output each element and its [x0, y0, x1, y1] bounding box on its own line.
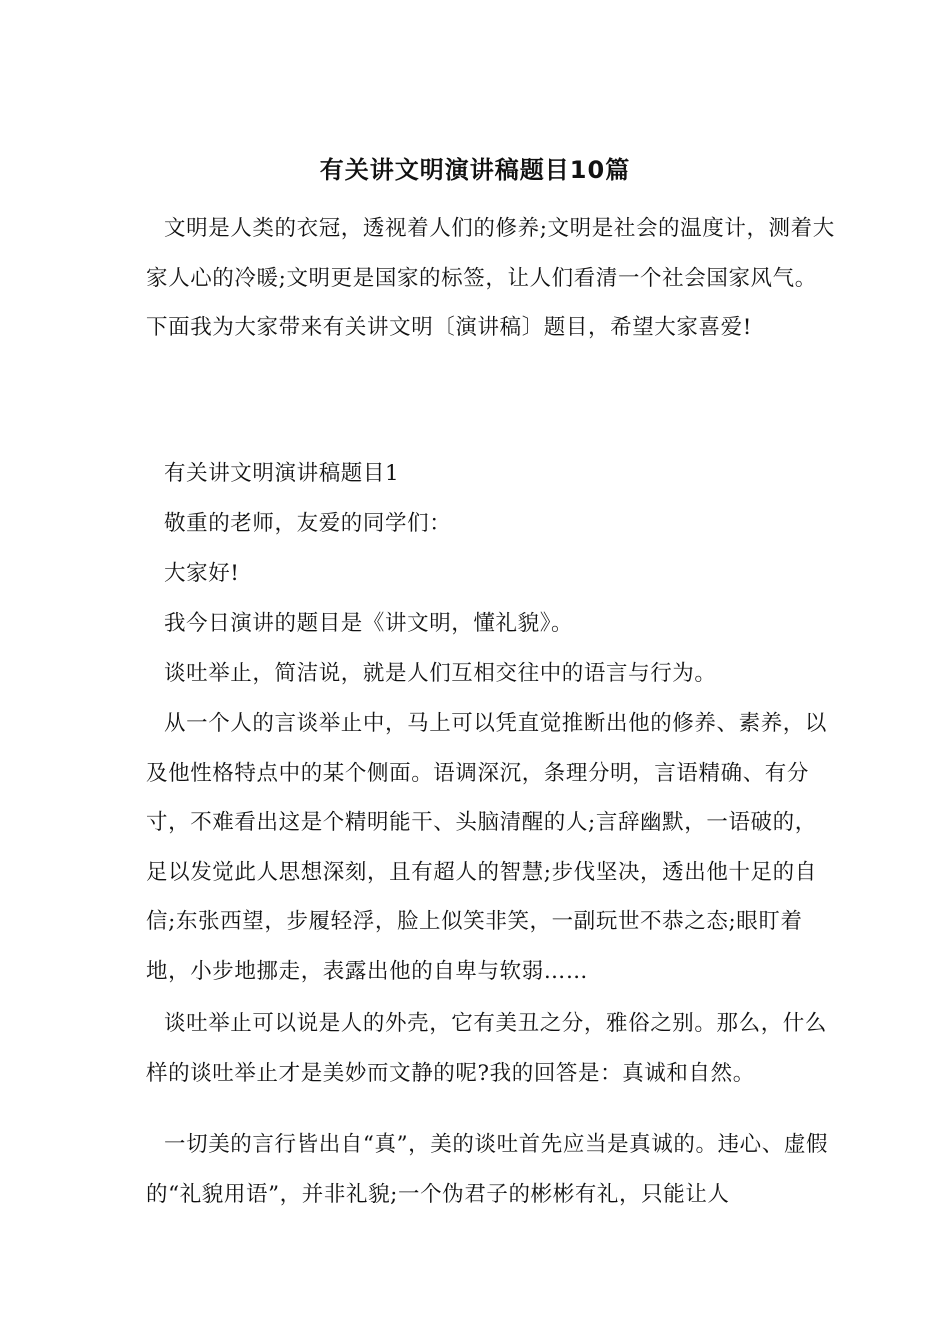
- page-title: 有关讲文明演讲稿题目10篇: [319, 156, 631, 184]
- greeting-line: 大家好!: [164, 561, 240, 586]
- definition-line: 谈吐举止，简洁说，就是人们互相交往中的语言与行为。: [164, 661, 717, 686]
- body-paragraph-2: 谈吐举止可以说是人的外壳，它有美丑之分，雅俗之别。那么，什么样的谈吐举止才是美妙而文静的呢?我的回答是：真诚和自然。: [146, 1011, 828, 1086]
- body-paragraph-1: 从一个人的言谈举止中，马上可以凭直觉推断出他的修养、素养，以及他性格特点中的某个侧面。语调深沉，条理分明，言语精确、有分寸，不难看出这是个精明能干、头脑清醒的人;言辞幽默，一语破的，足以发觉此人思想深刻，且有超人的智慧;步伐坚决，透出他十足的自信;东张西望，步履轻浮，脸上似笑非笑，一副玩世不恭之态;眼盯着地，小步地挪走，表露出他的自卑与软弱……: [146, 711, 828, 984]
- section-heading: 有关讲文明演讲稿题目1: [164, 461, 400, 486]
- salutation-line: 敬重的老师，友爱的同学们：: [164, 511, 452, 536]
- intro-paragraph: 文明是人类的衣冠，透视着人们的修养;文明是社会的温度计，测着大家人心的冷暖;文明更是国家的标签，让人们看清一个社会国家风气。下面我为大家带来有关讲文明〔演讲稿〕题目，希望大家喜爱!: [146, 216, 835, 340]
- topic-line: 我今日演讲的题目是《讲文明，懂礼貌》。: [164, 611, 574, 636]
- body-paragraph-3: 一切美的言行皆出自“真”，美的谈吐首先应当是真诚的。违心、虚假的“礼貌用语”，并非礼貌;一个伪君子的彬彬有礼，只能让人: [146, 1132, 829, 1207]
